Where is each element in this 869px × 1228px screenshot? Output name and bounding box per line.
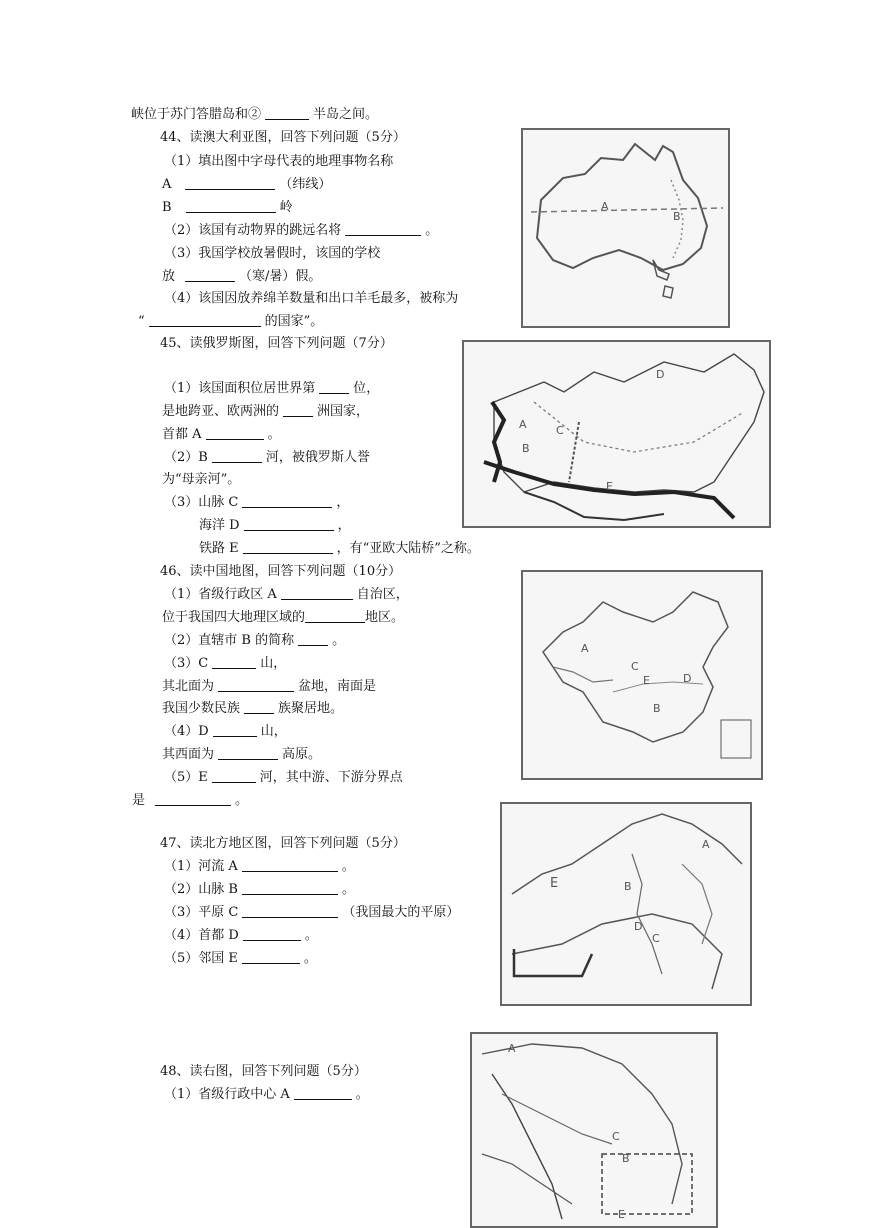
answer-blank[interactable] — [345, 223, 421, 236]
text: （3）山脉 C — [164, 495, 239, 510]
text: 河，被俄罗斯人誉 — [265, 450, 370, 465]
q45-p1c — [162, 427, 281, 443]
map-label-b: B — [622, 1152, 630, 1165]
text: （2）该国有动物界的跳远名将 — [164, 223, 342, 238]
q45-p1b — [162, 404, 369, 420]
answer-blank[interactable] — [243, 928, 301, 941]
text: 是地跨亚、欧两洲的 — [162, 404, 280, 419]
text: 自治区， — [356, 587, 409, 602]
text: 。 — [341, 859, 355, 874]
map-label-a: A — [702, 838, 710, 851]
answer-blank[interactable] — [155, 793, 231, 806]
text: 我国少数民族 — [162, 701, 241, 716]
text: 。 — [425, 223, 439, 238]
q47-p5 — [164, 951, 317, 967]
text: （5）邻国 E — [164, 951, 238, 966]
map-label-e: E — [550, 876, 559, 891]
text: 族聚居地。 — [278, 701, 344, 716]
text: 。 — [303, 951, 317, 966]
answer-blank[interactable] — [212, 770, 256, 783]
australia-map-drawing — [523, 130, 728, 326]
q46-p4 — [164, 724, 287, 740]
russia-map — [462, 340, 771, 528]
text: 其西面为 — [162, 747, 215, 762]
map-label-b: B — [624, 880, 632, 893]
text: 放 — [162, 269, 176, 284]
map-label-e: E — [643, 674, 650, 687]
text: 。 — [332, 633, 346, 648]
text: （3）平原 C — [164, 905, 239, 920]
map-label-b: B — [653, 702, 661, 715]
answer-blank[interactable] — [242, 905, 338, 918]
map-label-b: B — [522, 442, 530, 455]
answer-blank[interactable] — [294, 1087, 352, 1100]
q44-p4b — [138, 314, 323, 330]
china-map — [521, 570, 763, 780]
answer-blank[interactable] — [319, 381, 349, 394]
text: 河，其中游、下游分界点 — [259, 770, 403, 785]
text: （1）省级行政区 A — [164, 587, 277, 602]
text: ，有“亚欧大陆桥”之称。 — [336, 541, 480, 556]
q45-ocean — [199, 518, 351, 534]
answer-blank[interactable] — [206, 427, 264, 440]
map-label-d: D — [683, 672, 692, 685]
answer-blank[interactable] — [242, 882, 338, 895]
text: 首都 A — [162, 427, 202, 442]
answer-blank[interactable] — [149, 314, 261, 327]
text: 高原。 — [282, 747, 322, 762]
q46-p3 — [164, 656, 286, 672]
text: 山， — [260, 656, 287, 671]
answer-blank[interactable] — [185, 269, 235, 282]
text: （5）E — [164, 770, 208, 785]
map-label-c: C — [631, 660, 639, 673]
north-china-map-drawing — [502, 804, 750, 1004]
text: （2）直辖市 B 的简称 — [164, 633, 295, 648]
text: （1）该国面积位居世界第 — [164, 381, 316, 396]
answer-blank[interactable] — [218, 679, 294, 692]
map-label-a: A — [601, 200, 609, 213]
q45-p3 — [164, 495, 349, 511]
russia-map-drawing — [464, 342, 769, 526]
q46-p5b — [132, 793, 248, 809]
text: （寒/暑）假。 — [239, 269, 322, 284]
answer-blank[interactable] — [212, 656, 256, 669]
map-label-e: E — [618, 1208, 625, 1221]
text: “ — [138, 314, 145, 329]
q45-title: 45、读俄罗斯图，回答下列问题（7分） — [160, 336, 393, 351]
map-label-a: A — [508, 1042, 516, 1055]
text: 山， — [260, 724, 287, 739]
text: 盆地，南面是 — [298, 679, 377, 694]
text: ， — [337, 518, 351, 533]
q44-title: 44、读澳大利亚图，回答下列问题（5分） — [160, 130, 406, 145]
text: A — [162, 177, 172, 192]
text: 。 — [341, 882, 355, 897]
text: 铁路 E — [199, 541, 239, 556]
q47-p1 — [164, 859, 355, 875]
australia-map — [521, 128, 730, 328]
answer-blank[interactable] — [298, 633, 328, 646]
q47-p3 — [164, 905, 459, 921]
answer-blank[interactable] — [283, 404, 313, 417]
q46-p3c — [162, 701, 343, 717]
region-map — [470, 1032, 718, 1228]
answer-blank[interactable] — [305, 610, 365, 623]
text: 位于我国四大地理区域的 — [162, 610, 306, 625]
text: 峡位于苏门答腊岛和② — [131, 107, 262, 122]
text: （2）B — [164, 450, 208, 465]
answer-blank[interactable] — [242, 859, 338, 872]
q44-a — [162, 177, 331, 193]
q47-p4 — [164, 928, 318, 944]
text: （2）山脉 B — [164, 882, 238, 897]
q44-p2 — [164, 223, 438, 239]
text: （我国最大的平原） — [342, 905, 460, 920]
answer-blank[interactable] — [243, 541, 333, 554]
answer-blank[interactable] — [244, 518, 334, 531]
north-china-map — [500, 802, 752, 1006]
map-label-c: C — [556, 424, 564, 437]
text: B — [162, 200, 172, 215]
q44-b — [162, 200, 293, 216]
answer-blank[interactable] — [281, 587, 353, 600]
q46-p1b — [162, 610, 404, 626]
map-label-a: A — [519, 418, 527, 431]
map-label-c: C — [652, 932, 660, 945]
q47-p2 — [164, 882, 355, 898]
q45-p2 — [164, 450, 370, 466]
q45-p2b: 为“母亲河”。 — [162, 472, 241, 487]
text: 是 — [132, 793, 146, 808]
q44-p4: （4）该国因放养绵羊数量和出口羊毛最多，被称为 — [164, 291, 459, 306]
map-label-e: E — [606, 480, 613, 493]
text: 的国家”。 — [264, 314, 324, 329]
q46-p4b — [162, 747, 321, 763]
text: 半岛之间。 — [313, 107, 379, 122]
text: （1）省级行政中心 A — [164, 1087, 290, 1102]
text: 其北面为 — [162, 679, 215, 694]
answer-blank[interactable] — [213, 724, 257, 737]
q44-p3: （3）我国学校放暑假时，该国的学校 — [164, 246, 381, 261]
text: 。 — [304, 928, 318, 943]
answer-blank[interactable] — [185, 177, 275, 190]
answer-blank[interactable] — [218, 747, 278, 760]
q46-title: 46、读中国地图，回答下列问题（10分） — [160, 564, 402, 579]
answer-blank[interactable] — [242, 951, 300, 964]
q46-p5 — [164, 770, 403, 786]
q46-p2 — [164, 633, 345, 649]
text: 。 — [267, 427, 281, 442]
q44-p1: （1）填出图中字母代表的地理事物名称 — [164, 154, 394, 169]
q45-p1 — [164, 381, 379, 397]
text: （1）河流 A — [164, 859, 238, 874]
text: （纬线） — [279, 177, 332, 192]
text: 洲国家， — [317, 404, 370, 419]
top-line — [131, 107, 378, 123]
q46-p1 — [164, 587, 409, 603]
text: 。 — [235, 793, 249, 808]
china-map-drawing — [523, 572, 761, 778]
answer-blank[interactable] — [265, 107, 309, 120]
map-label-d: D — [634, 920, 643, 933]
text: 海洋 D — [199, 518, 240, 533]
text: （4）首都 D — [164, 928, 239, 943]
map-label-b: B — [673, 210, 681, 223]
q47-title: 47、读北方地区图，回答下列问题（5分） — [160, 836, 406, 851]
text: 位， — [353, 381, 380, 396]
q46-p3b — [162, 679, 376, 695]
q48-title: 48、读右图，回答下列问题（5分） — [160, 1064, 367, 1079]
text: （4）D — [164, 724, 209, 739]
q48-p1 — [164, 1087, 369, 1103]
text: ， — [336, 495, 350, 510]
map-label-c: C — [612, 1130, 620, 1143]
q45-rail — [199, 541, 480, 557]
answer-blank[interactable] — [212, 450, 262, 463]
text: 。 — [355, 1087, 369, 1102]
map-label-d: D — [656, 368, 665, 381]
map-label-a: A — [581, 642, 589, 655]
answer-blank[interactable] — [244, 701, 274, 714]
q44-p3b — [162, 269, 321, 285]
text: 地区。 — [365, 610, 405, 625]
region-map-drawing — [472, 1034, 716, 1226]
text: 岭 — [279, 200, 293, 215]
text: （3）C — [164, 656, 209, 671]
answer-blank[interactable] — [186, 200, 276, 213]
answer-blank[interactable] — [242, 495, 332, 508]
